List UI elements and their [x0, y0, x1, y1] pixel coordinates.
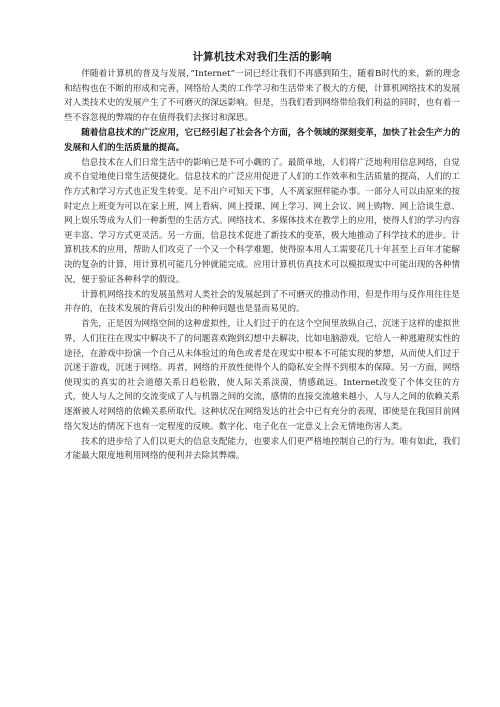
paragraph-4: 计算机网络技术的发展虽然对人类社会的发展起到了不可磨灭的推动作用，但是作用与反作用往往是并存的，在技术发展的背后引发出的种种问题也是显而易见的。: [64, 289, 460, 315]
paragraph-1: 伴随着计算机的普及与发展，”Internet”一词已经让我们不再感到陌生，随着B时代的来，新的理念和结构也在不断的形成和完善，网络给人类的工作学习和生活带来了极大的方便，计算机网络技术的发展对人类技术史的发展产生了不可磨灭的深远影响。但是，当我们看到网络带给我们利益的同时，也有着一些不容忽视的弊端的存在值得我们去探讨和深思。: [64, 69, 460, 123]
paragraph-6: 技术的进步给了人们以更大的信息支配能力，也要求人们更严格地控制自己的行为。唯有如此，我们才能最大限度地利用网络的便利并去除其弊端。: [64, 436, 460, 462]
paragraph-3: 信息技术在人们日常生活中的影响已是不可小觑的了。最简单地，人们将广泛地利用信息网络，自觉或不自觉地使日常生活便捷化。信息技术的广泛应用促进了人们的工作效率和生活质量的提高，人们的工作方式和学习方式也正发生转变。足不出户可知天下事，人不离家照样能办事。一部分人可以由原来的按时定点上班变为可以在家上班，网上看病、网上授课、网上学习、网上会议、网上购物、网上洽谈生意、网上娱乐等成为人们一种新型的生活方式。网络技术、多媒体技术在教学上的应用，使得人们的学习内容更丰富、学习方式更灵活。另一方面，信息技术促进了新技术的变革，极大地推动了科学技术的进步。计算机技术的应用，帮助人们攻克了一个又一个科学难题，使得原本用人工需要花几十年甚至上百年才能解决的复杂的计算，用计算机可能几分钟就能完成。应用计算机仿真技术可以模拟现实中可能出现的各种情况，便于验证各种科学的假设。: [64, 157, 460, 285]
paragraph-5: 首先，正是因为网络空间的这种虚拟性，让人们过于的在这个空间里放纵自己，沉迷于这样的虚拟世界，人们往往在现实中解决不了的问题喜欢跑到幻想中去解决，比如电脑游戏，它给人一种逃避现实性的途径，在游戏中扮演一个自己从未体验过的角色或者是在现实中根本不可能实现的梦想，从而使人们过于沉迷于游戏，沉迷于网络。再者，网络的开放性使得个人的隐私安全得不到根本的保障。另一方面，网络使现实的真实的社会道德关系日趋松散，使人际关系淡漠，情感疏远。Internet改变了个体交往的方式，使人与人之间的交流变成了人与机器之间的交流，感情的直接交流越来越小，人与人之间的依赖关系逐渐被人对网络的依赖关系所取代。这种状况在网络发达的社会中已有充分的表现，即使是在我国目前网络欠发达的情况下也有一定程度的反映。数字化、电子化在一定意义上会无情地伤害人类。: [64, 319, 460, 432]
paragraph-2: 随着信息技术的广泛应用，它已经引起了社会各个方面，各个领域的深刻变革，加快了社会生产力的发展和人们的生活质量的提高。: [64, 127, 460, 153]
document-title: 计算机技术对我们生活的影响: [192, 51, 332, 63]
